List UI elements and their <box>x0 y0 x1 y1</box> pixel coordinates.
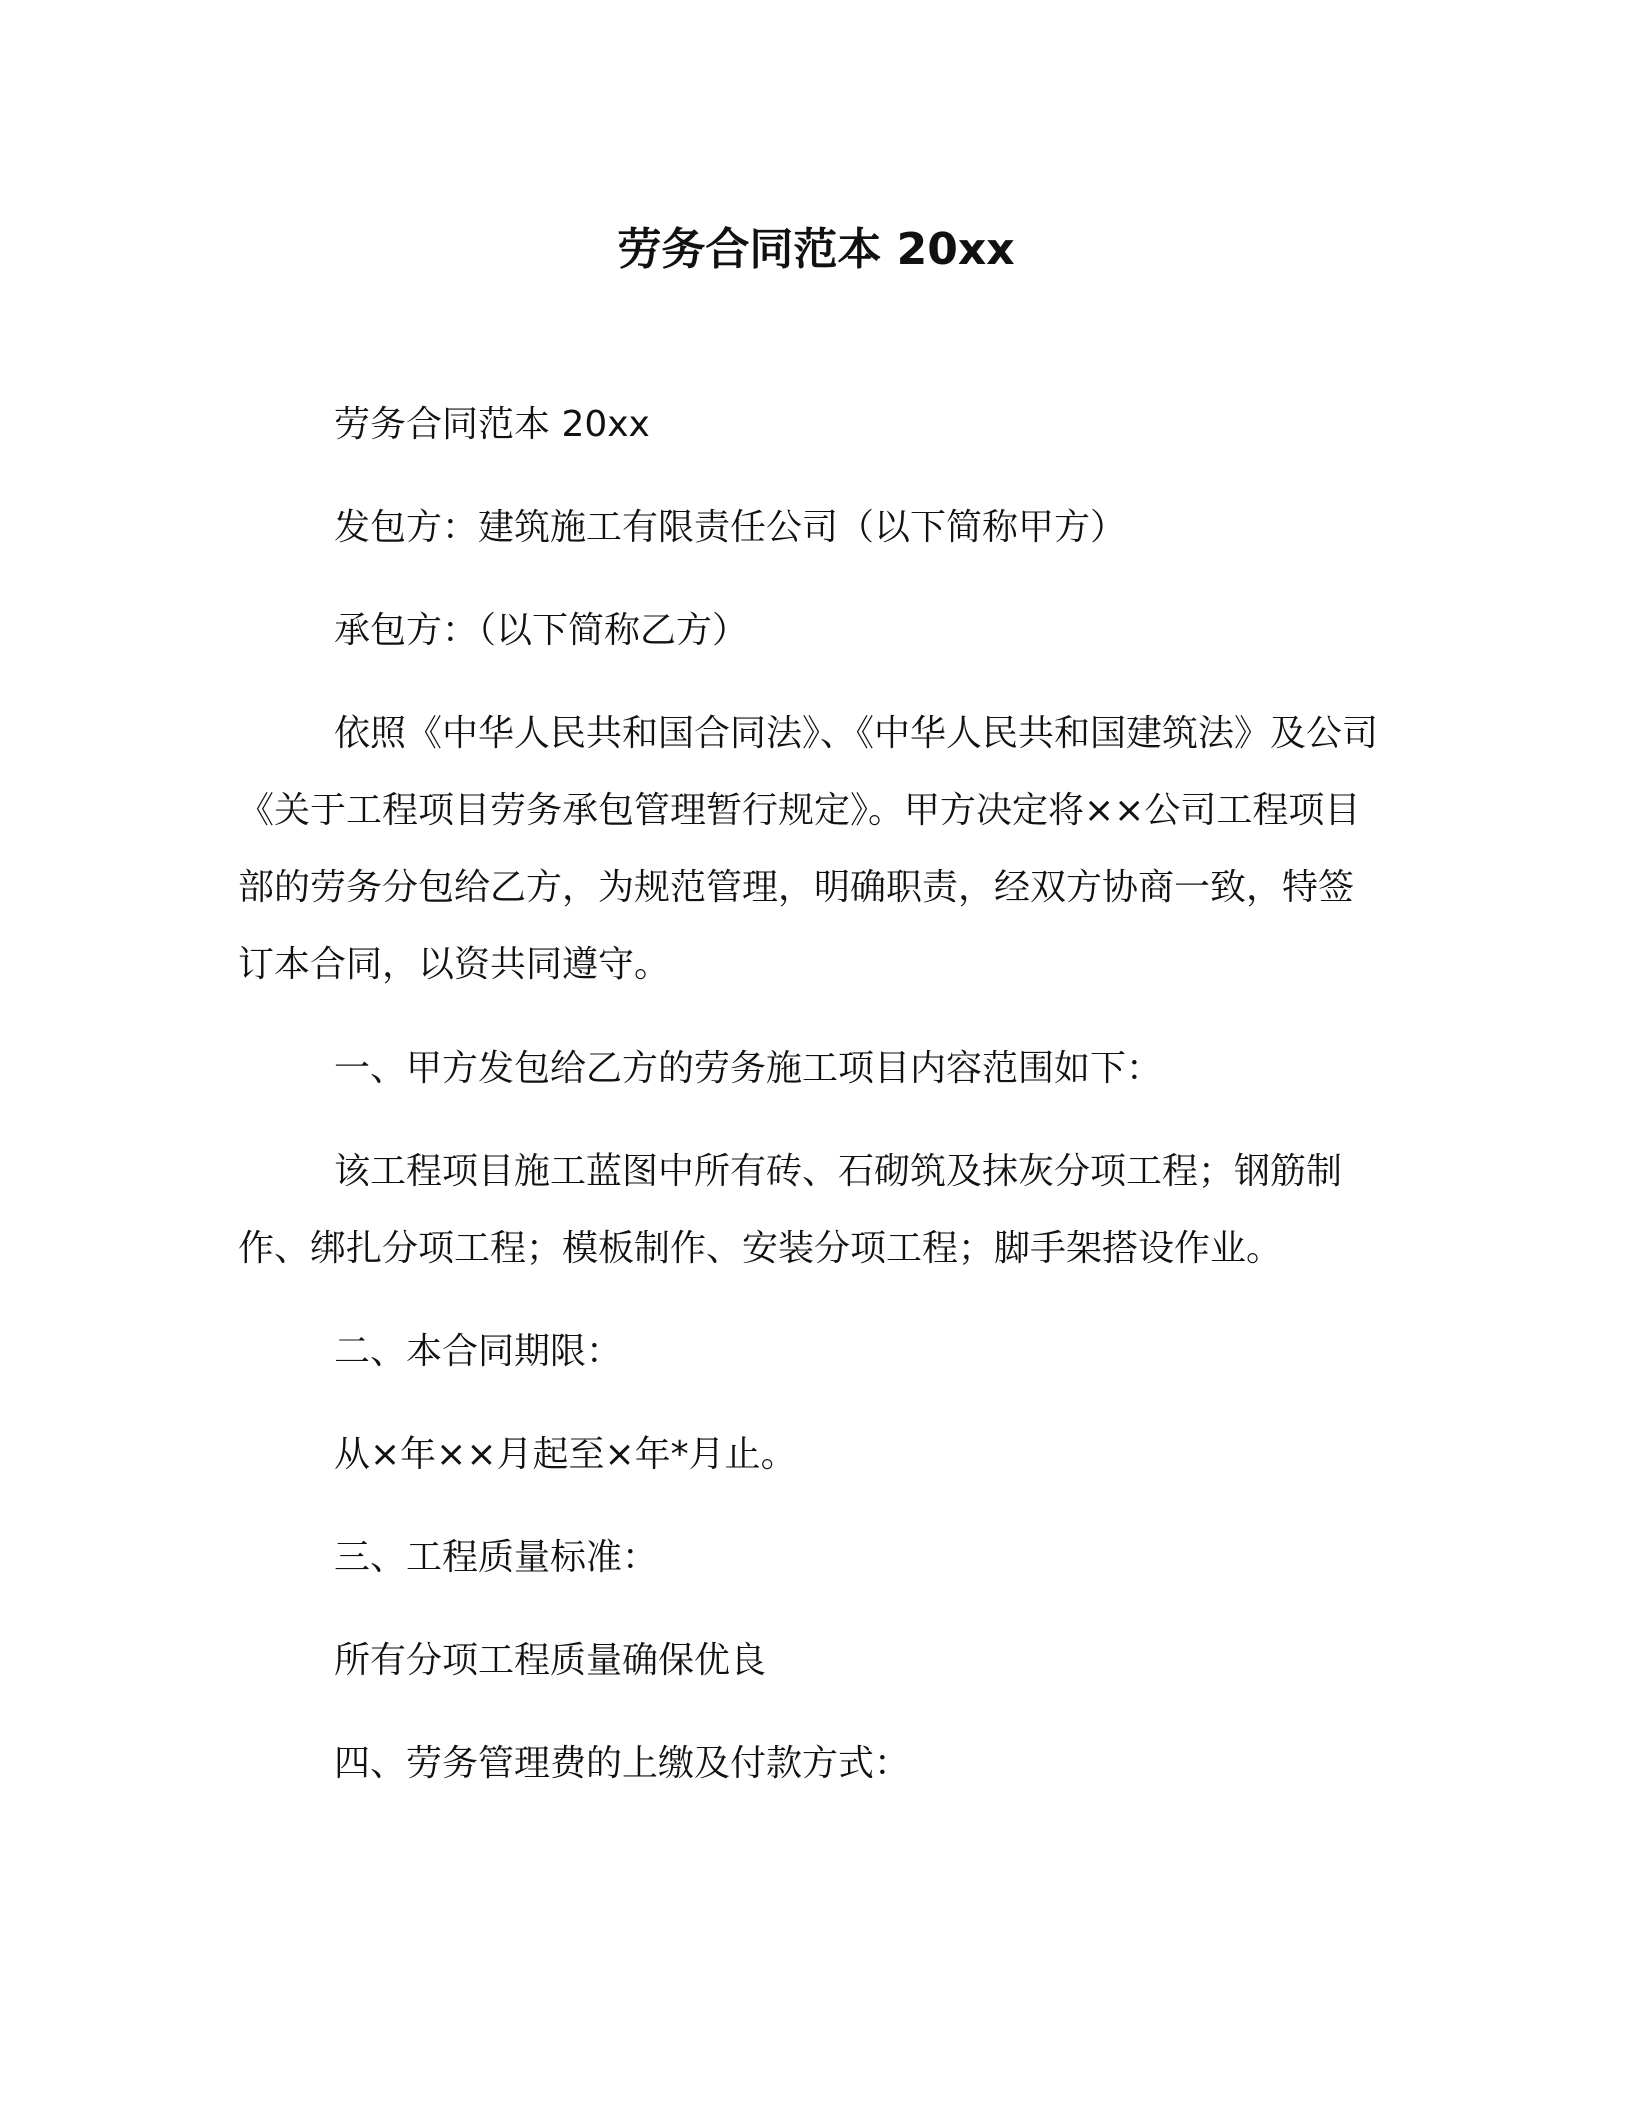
paragraph-quality: 所有分项工程质量确保优良 <box>334 1640 767 1681</box>
section-heading-quality: 三、工程质量标准： <box>334 1537 659 1578</box>
section-heading-term: 二、本合同期限： <box>334 1331 623 1372</box>
paragraph-term: 从×年××月起至×年*月止。 <box>334 1434 797 1475</box>
section-heading-payment: 四、劳务管理费的上缴及付款方式： <box>334 1743 911 1784</box>
paragraph-subcontractor: 承包方：（以下简称乙方） <box>334 610 749 651</box>
paragraph-contractor: 发包方：建筑施工有限责任公司（以下简称甲方） <box>334 507 1127 548</box>
paragraph-scope: 该工程项目施工蓝图中所有砖、石砌筑及抹灰分项工程；钢筋制作、绑扎分项工程；模板制作、安装分项工程；脚手架搭设作业。 <box>238 1151 1343 1269</box>
paragraph-subtitle: 劳务合同范本 20xx <box>334 404 650 445</box>
document-title: 劳务合同范本 20xx <box>617 224 1015 275</box>
section-heading-scope: 一、甲方发包给乙方的劳务施工项目内容范围如下： <box>334 1048 1163 1089</box>
paragraph-preamble: 依照《中华人民共和国合同法》、《中华人民共和国建筑法》及公司《关于工程项目劳务承包管理暂行规定》。甲方决定将××公司工程项目部的劳务分包给乙方，为规范管理，明确职责，经双方协商一致，特签订本合同，以资共同遵守。 <box>238 713 1379 985</box>
